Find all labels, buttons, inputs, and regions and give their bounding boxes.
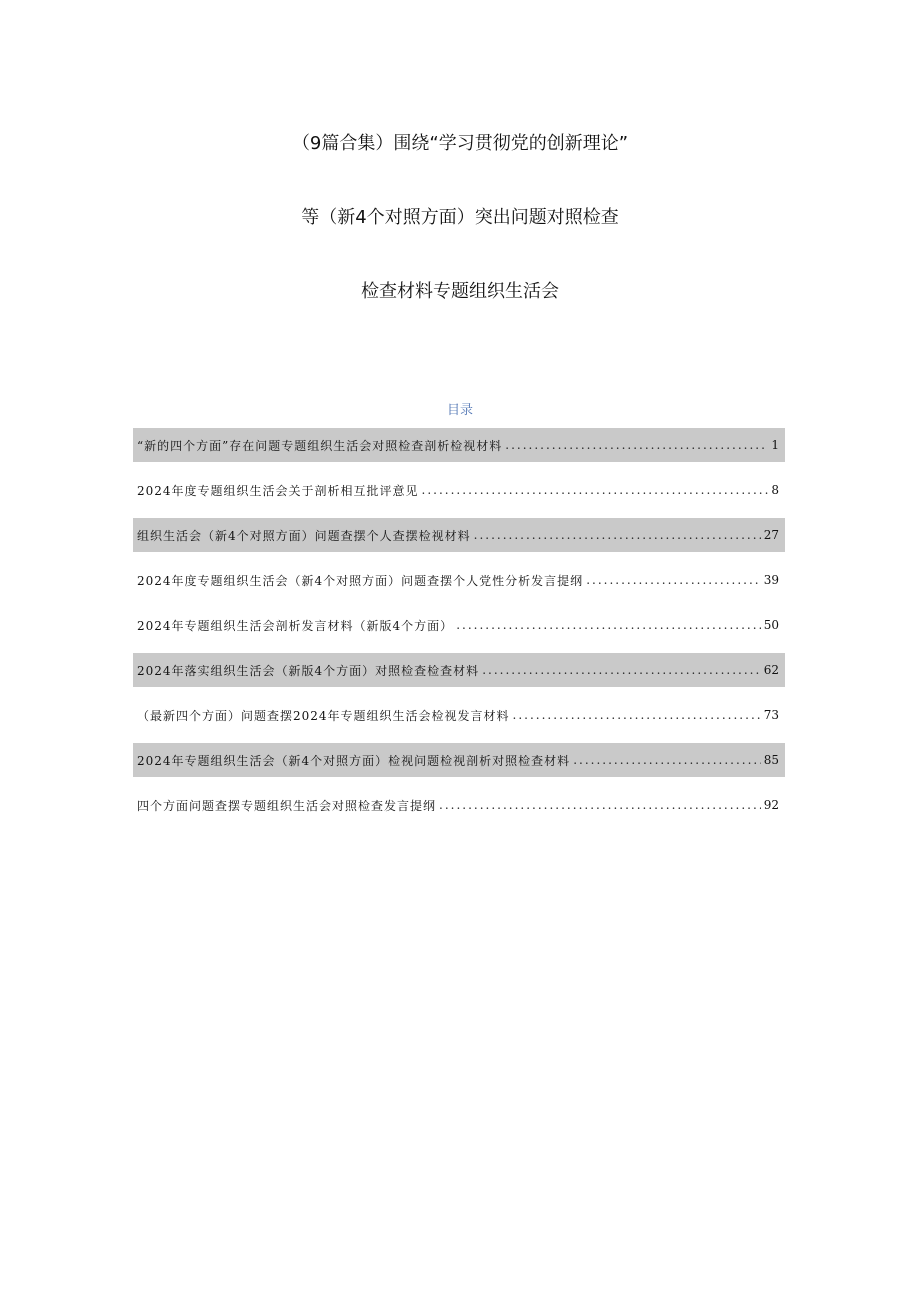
- toc-leader-dots: [513, 708, 761, 722]
- toc-entry-title: 2024年度专题组织生活会关于剖析相互批评意见: [137, 483, 419, 498]
- toc-entry-page: 92: [763, 798, 779, 812]
- toc-leader-dots: [586, 573, 761, 587]
- toc-entry-page: 73: [763, 708, 779, 722]
- toc-entry-page: 39: [763, 573, 779, 587]
- toc-entry-page: 1: [771, 438, 779, 452]
- toc-entry-page: 50: [763, 618, 779, 632]
- toc-entry-title: 2024年落实组织生活会（新版4个方面）对照检查检查材料: [137, 663, 480, 678]
- toc-leader-dots: [439, 798, 761, 812]
- toc-entry-6[interactable]: [133, 653, 785, 687]
- toc-leader-dots: [505, 438, 768, 452]
- toc-entry-title: 2024年专题组织生活会剖析发言材料（新版4个方面）: [137, 618, 454, 633]
- toc-entry-2[interactable]: [133, 473, 785, 507]
- toc-entry-title: 四个方面问题查摆专题组织生活会对照检查发言提纲: [137, 798, 437, 813]
- toc-entry-page: 62: [763, 663, 779, 677]
- toc-leader-dots: [482, 663, 761, 677]
- toc-entry-8[interactable]: [133, 743, 785, 777]
- document-title: [0, 128, 920, 350]
- toc-entry-title: 2024年度专题组织生活会（新4个对照方面）问题查摆个人党性分析发言提纲: [137, 573, 584, 588]
- toc-entry-3[interactable]: [133, 518, 785, 552]
- title-line-3: 检查材料专题组织生活会: [361, 281, 559, 302]
- title-line-2: 等（新4个对照方面）突出问题对照检查: [301, 207, 619, 228]
- toc-heading: 目录: [446, 403, 473, 418]
- toc-entry-7[interactable]: [133, 698, 785, 732]
- toc-entry-5[interactable]: [133, 608, 785, 642]
- toc-entry-title: 组织生活会（新4个对照方面）问题查摆个人查摆检视材料: [137, 528, 471, 543]
- title-line-1: （9篇合集）围绕“学习贯彻党的创新理论”: [291, 133, 629, 154]
- toc-leader-dots: [573, 753, 761, 767]
- toc-entry-page: 85: [763, 753, 779, 767]
- toc-entry-title: （最新四个方面）问题查摆2024年专题组织生活会检视发言材料: [137, 708, 510, 723]
- toc-entry-9[interactable]: [133, 788, 785, 822]
- toc-entry-title: “新的四个方面”存在问题专题组织生活会对照检查剖析检视材料: [137, 438, 503, 453]
- toc-entry-4[interactable]: [133, 563, 785, 597]
- toc-leader-dots: [422, 483, 769, 497]
- toc-entry-page: 8: [771, 483, 779, 497]
- toc-entry-1[interactable]: [133, 428, 785, 462]
- toc-leader-dots: [474, 528, 761, 542]
- toc-leader-dots: [456, 618, 761, 632]
- toc-entry-title: 2024年专题组织生活会（新4个对照方面）检视问题检视剖析对照检查材料: [137, 753, 571, 768]
- toc-entry-page: 27: [763, 528, 779, 542]
- table-of-contents: [133, 428, 785, 833]
